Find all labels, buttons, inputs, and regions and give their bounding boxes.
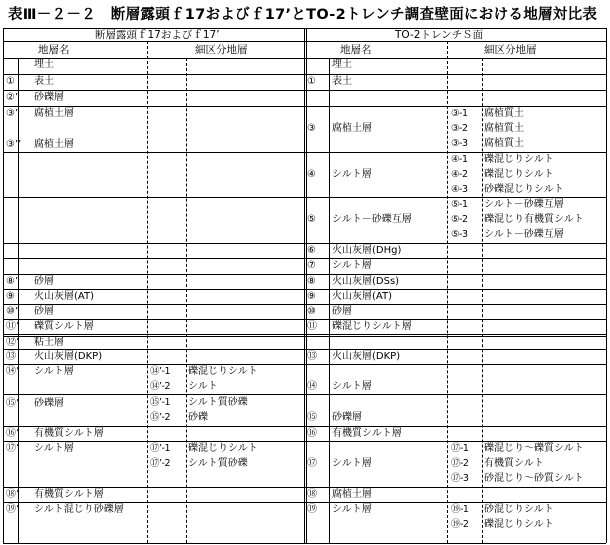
r15-l-name: シルト層 (34, 366, 74, 377)
r18-s3-name: 砂混じり～砂質シルト (484, 473, 584, 484)
grid-vline (18, 58, 19, 543)
r4-s2-name: 腐植質土 (484, 123, 524, 134)
r12-r-name: 礫混じりシルト層 (332, 321, 412, 332)
r3-l-name: 砂礫層 (34, 92, 64, 103)
table-title: 表Ⅲ－２－２ 断層露頭ｆ17およびｆ17’とTO-2トレンチ調査壁面における地層対比表 (8, 7, 598, 23)
r16-ls1-name: シルト質砂礫 (188, 397, 248, 408)
r18-s1-name: 礫混じり～礫質シルト (484, 443, 584, 454)
r19-l-name: 有機質シルト層 (34, 489, 104, 500)
r19-r-name: 腐植土層 (332, 489, 372, 500)
r6-s3-name: シルト－砂礫互層 (484, 229, 564, 240)
r4-l-name1: 腐植土層 (34, 108, 74, 119)
r16-ls1-num: ⑮’-1 (150, 397, 170, 408)
r20-s2-num: ⑲-2 (451, 519, 469, 530)
r20-l-name: シルト混じり砂礫層 (34, 504, 124, 515)
r17-r-name: 有機質シルト層 (332, 428, 402, 439)
r4-s1-name: 腐植質土 (484, 108, 524, 119)
grid-vline (606, 28, 607, 543)
r17-l-num: ⑯’ (6, 428, 20, 439)
r4-s3-name: 腐植質土 (484, 138, 524, 149)
r20-s1-name: 砂混じりシルト (484, 504, 554, 515)
grid-vline (447, 41, 448, 543)
r19-r-num: ⑱ (307, 489, 317, 500)
r9-l-num: ⑧’ (6, 276, 19, 287)
r14-r-num: ⑬ (307, 351, 317, 362)
r20-l-num: ⑲’ (6, 504, 20, 515)
r11-r-num: ⑩ (307, 306, 316, 317)
r19-l-num: ⑱’ (6, 489, 20, 500)
r8-r-name: シルト層 (332, 260, 372, 271)
r18-r-num: ⑰ (307, 458, 317, 469)
r18-ls2-name: シルト質砂礫 (188, 458, 248, 469)
r5-s2-name: 礫混じりシルト (484, 169, 554, 180)
r16-r-name: 砂礫層 (332, 412, 362, 423)
r10-l-name: 火山灰層(AT) (34, 291, 94, 302)
r18-r-name: シルト層 (332, 458, 372, 469)
grid-vline (3, 28, 4, 543)
r16-ls2-num: ⑮’-2 (150, 412, 170, 423)
r15-r-name: シルト層 (332, 381, 372, 392)
header-right-group: TO-2トレンチＳ面 (395, 29, 484, 41)
r11-l-num: ⑩’ (6, 306, 19, 317)
grid-hline (3, 543, 606, 544)
r2-r-name: 表土 (332, 76, 352, 87)
r13-l-num: ⑫’ (6, 337, 20, 348)
r4-s1-num: ③-1 (451, 108, 468, 119)
r15-ls2-name: シルト (188, 381, 218, 392)
r15-r-num: ⑭ (307, 381, 317, 392)
r4-l-num1: ③’ (6, 108, 19, 119)
grid-vline (186, 58, 187, 543)
grid-vline (329, 58, 330, 543)
r4-l-name2: 腐植土層 (34, 139, 74, 150)
r20-s1-num: ⑲-1 (451, 504, 469, 515)
r18-s3-num: ⑰-3 (451, 473, 469, 484)
r7-r-name: 火山灰層(DHg) (332, 245, 402, 256)
r1-l-name: 埋土 (34, 59, 54, 70)
r6-s2-num: ⑤-2 (451, 214, 468, 225)
r14-r-name: 火山灰層(DKP) (332, 351, 401, 362)
r4-s2-num: ③-2 (451, 123, 468, 134)
r11-r-name: 砂層 (332, 306, 352, 317)
grid-vline (482, 58, 483, 543)
r8-r-num: ⑦ (307, 260, 316, 271)
header-col-layer: 地層名 (340, 44, 372, 56)
r12-l-num: ⑪’ (6, 321, 20, 332)
r9-r-name: 火山灰層(DSs) (332, 276, 400, 287)
r6-s2-name: 礫混じり有機質シルト (484, 214, 584, 225)
r16-l-num: ⑮’ (6, 398, 20, 409)
r15-l-num: ⑭’ (6, 366, 20, 377)
r15-ls1-num: ⑭’-1 (150, 366, 170, 377)
r4-l-num2: ③’’ (6, 139, 22, 150)
r3-l-num: ②’ (6, 92, 19, 103)
r16-r-num: ⑮ (307, 412, 317, 423)
r5-s2-num: ④-2 (451, 169, 468, 180)
header-col-layer: 地層名 (38, 44, 70, 56)
r5-s3-name: 砂礫混じりシルト (484, 184, 564, 195)
header-col-sub: 細区分地層 (195, 44, 248, 56)
r5-s3-num: ④-3 (451, 184, 468, 195)
r4-s3-num: ③-3 (451, 138, 468, 149)
r5-s1-name: 礫混じりシルト (484, 154, 554, 165)
r18-l-name: シルト層 (34, 443, 74, 454)
r17-l-name: 有機質シルト層 (34, 428, 104, 439)
r12-r-num: ⑪ (307, 321, 317, 332)
r17-r-num: ⑯ (307, 428, 317, 439)
r18-l-num: ⑰’ (6, 443, 20, 454)
r10-r-name: 火山灰層(AT) (332, 291, 392, 302)
r5-r-name: シルト層 (332, 169, 372, 180)
r20-s2-name: 礫混じりシルト (484, 519, 554, 530)
r18-ls2-num: ⑰’-2 (150, 458, 170, 469)
r16-l-name: 砂礫層 (34, 398, 64, 409)
r18-s2-name: 有機質シルト (484, 458, 544, 469)
grid-vline (147, 41, 148, 543)
r2-l-num: ① (6, 76, 15, 87)
r5-r-num: ④ (307, 169, 316, 180)
r20-r-name: シルト層 (332, 504, 372, 515)
r18-ls1-name: 礫混じりシルト (188, 443, 258, 454)
r12-l-name: 礫質シルト層 (34, 321, 94, 332)
r9-l-name: 砂層 (34, 276, 54, 287)
r11-l-name: 砂層 (34, 306, 54, 317)
r5-s1-num: ④-1 (451, 154, 468, 165)
r7-r-num: ⑥ (307, 245, 316, 256)
r4-r-num: ③ (307, 123, 316, 134)
r2-l-name: 表土 (34, 76, 54, 87)
grid-vline (304, 28, 305, 543)
r18-s1-num: ⑰-1 (451, 443, 469, 454)
r15-ls2-num: ⑭’-2 (150, 381, 170, 392)
r13-l-name: 粘土層 (34, 337, 64, 348)
r6-s3-num: ⑤-3 (451, 229, 468, 240)
r9-r-num: ⑧ (307, 276, 316, 287)
r16-ls2-name: 砂礫 (188, 412, 208, 423)
r10-l-num: ⑨ (6, 291, 15, 302)
r6-s1-num: ⑤-1 (451, 199, 468, 210)
r15-ls1-name: 礫混じりシルト (188, 366, 258, 377)
r14-l-num: ⑬ (6, 351, 16, 362)
r4-r-name: 腐植土層 (332, 123, 372, 134)
r18-s2-num: ⑰-2 (451, 458, 469, 469)
r14-l-name: 火山灰層(DKP) (34, 351, 103, 362)
r18-ls1-num: ⑰’-1 (150, 443, 170, 454)
r6-s1-name: シルト－砂礫互層 (484, 199, 564, 210)
r20-r-num: ⑲ (307, 504, 317, 515)
r6-r-name: シルト－砂礫互層 (332, 214, 412, 225)
r1-r-name: 埋土 (332, 59, 352, 70)
header-left-group: 断層露頭ｆ17およびｆ17’ (95, 29, 220, 41)
header-col-sub: 細区分地層 (484, 44, 537, 56)
r2-r-num: ① (307, 76, 316, 87)
r10-r-num: ⑨ (307, 291, 316, 302)
r6-r-num: ⑤ (307, 214, 316, 225)
